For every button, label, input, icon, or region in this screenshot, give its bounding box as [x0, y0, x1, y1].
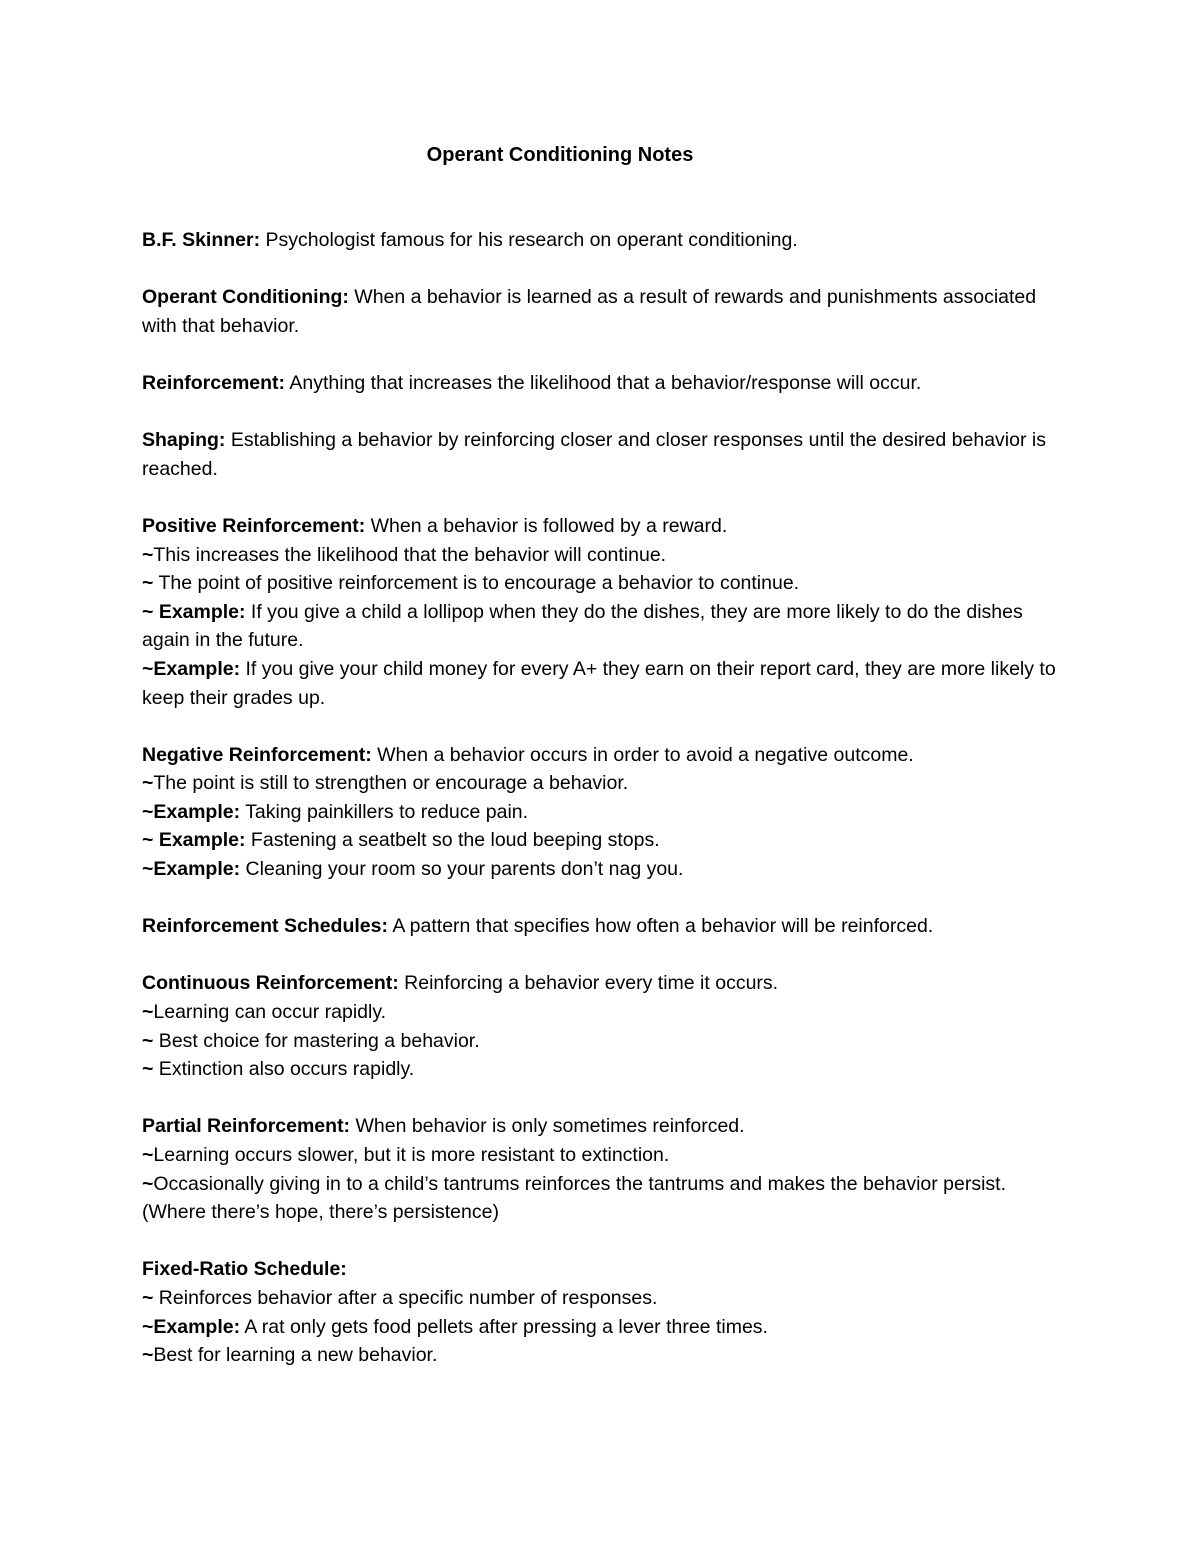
tilde-marker: ~	[142, 772, 154, 795]
line-text: Cleaning your room so your parents don’t nag you.	[240, 858, 684, 881]
bullet-line	[142, 598, 1062, 655]
term-label: Operant Conditioning:	[142, 286, 349, 309]
tilde-marker: ~	[142, 600, 159, 623]
line-text: The point of positive reinforcement is to encourage a behavior to continue.	[153, 572, 800, 595]
bullet-line	[142, 1284, 1062, 1313]
example-label: Example:	[153, 800, 241, 823]
bullet-line	[142, 541, 1062, 570]
example-label: Example:	[158, 600, 246, 623]
tilde-marker: ~	[142, 1286, 154, 1309]
example-label: Example:	[153, 1315, 241, 1338]
line-text: Best for learning a new behavior.	[153, 1344, 438, 1367]
definition-line	[142, 969, 1062, 998]
line-text: Reinforcing a behavior every time it occurs.	[398, 972, 779, 995]
bullet-line	[142, 1170, 1062, 1227]
tilde-marker: ~	[142, 1001, 154, 1024]
tilde-marker: ~	[142, 1058, 154, 1081]
line-text: If you give your child money for every A+ they earn on their report card, they are more likely to keep their grades up.	[142, 657, 1062, 709]
bullet-line	[142, 1055, 1062, 1084]
tilde-marker: ~	[142, 858, 154, 881]
term-label: Partial Reinforcement:	[142, 1115, 351, 1138]
line-text: Establishing a behavior by reinforcing closer and closer responses until the desired behavior is reached.	[142, 429, 1052, 480]
line-text: When a behavior is learned as a result of rewards and punishments associated with that behavior.	[142, 286, 1042, 337]
bullet-line	[142, 826, 1062, 855]
bullet-line	[142, 1313, 1062, 1342]
line-text: When a behavior occurs in order to avoid a negative outcome.	[371, 743, 914, 766]
line-text: Learning occurs slower, but it is more resistant to extinction.	[153, 1144, 670, 1166]
definition-line	[142, 426, 1062, 483]
line-text: This increases the likelihood that the behavior will continue.	[153, 543, 667, 566]
term-label: Shaping:	[142, 429, 226, 452]
tilde-marker: ~	[142, 572, 154, 595]
tilde-marker: ~	[142, 1172, 154, 1195]
note-section	[142, 969, 1062, 1083]
term-label: Positive Reinforcement:	[142, 514, 366, 537]
bullet-line	[142, 1341, 1062, 1370]
term-label: Reinforcement Schedules:	[142, 915, 388, 938]
note-section	[142, 741, 1062, 884]
page-title: Operant Conditioning Notes	[426, 144, 694, 166]
definition-line	[142, 283, 1062, 340]
bullet-line	[142, 655, 1062, 712]
definition-line	[142, 912, 1062, 941]
term-label: Reinforcement:	[142, 371, 286, 394]
tilde-marker: ~	[142, 1315, 154, 1338]
bullet-line	[142, 569, 1062, 598]
note-section	[142, 912, 1062, 941]
tilde-marker: ~	[142, 543, 154, 566]
term-label: Continuous Reinforcement:	[142, 972, 399, 995]
line-text: Reinforces behavior after a specific number of responses.	[153, 1286, 658, 1309]
line-text: If you give a child a lollipop when they do the dishes, they are more likely to do the dishes again in the future.	[142, 600, 1029, 652]
bullet-line	[142, 769, 1062, 798]
definition-line	[142, 1255, 1062, 1284]
tilde-marker: ~	[142, 1029, 154, 1052]
example-label: Example:	[153, 657, 241, 680]
tilde-marker: ~	[142, 657, 154, 680]
note-section	[142, 426, 1062, 483]
line-text: The point is still to strengthen or encourage a behavior.	[153, 772, 629, 795]
example-label: Example:	[158, 829, 246, 852]
line-text: When a behavior is followed by a reward.	[365, 514, 728, 537]
line-text: Occasionally giving in to a child’s tantrums reinforces the tantrums and makes the behavior persist. (Where there’s hope, there’s persistence)	[142, 1172, 1012, 1224]
note-section	[142, 369, 1062, 398]
bullet-line	[142, 1027, 1062, 1056]
bullet-line	[142, 998, 1062, 1027]
definition-line	[142, 226, 1062, 255]
tilde-marker: ~	[142, 829, 159, 852]
example-label: Example:	[153, 858, 241, 881]
tilde-marker: ~	[142, 1344, 154, 1367]
term-label: B.F. Skinner:	[142, 229, 261, 251]
line-text: A rat only gets food pellets after pressing a lever three times.	[240, 1315, 768, 1338]
tilde-marker: ~	[142, 1144, 154, 1166]
definition-line	[142, 741, 1062, 770]
line-text: Fastening a seatbelt so the loud beeping stops.	[245, 829, 660, 852]
line-text: Best choice for mastering a behavior.	[153, 1029, 480, 1052]
definition-line	[142, 512, 1062, 541]
note-section	[142, 512, 1062, 712]
definition-line	[142, 369, 1062, 398]
note-section	[142, 226, 1062, 255]
line-text: Psychologist famous for his research on operant conditioning.	[260, 229, 798, 251]
line-text: A pattern that specifies how often a behavior will be reinforced.	[387, 915, 934, 938]
bullet-line	[142, 798, 1062, 827]
note-section	[142, 283, 1062, 340]
term-label: Negative Reinforcement:	[142, 743, 372, 766]
notes-body	[142, 226, 1062, 1398]
tilde-marker: ~	[142, 800, 154, 823]
line-text: Learning can occur rapidly.	[153, 1001, 387, 1024]
definition-line	[142, 1112, 1062, 1141]
note-section	[142, 1112, 1062, 1226]
term-label: Fixed-Ratio Schedule:	[142, 1258, 347, 1281]
line-text: Anything that increases the likelihood that a behavior/response will occur.	[285, 371, 922, 394]
line-text: Taking painkillers to reduce pain.	[240, 800, 529, 823]
bullet-line	[142, 1141, 1062, 1170]
bullet-line	[142, 855, 1062, 884]
note-section	[142, 1255, 1062, 1369]
line-text: Extinction also occurs rapidly.	[153, 1058, 415, 1081]
line-text: When behavior is only sometimes reinforced.	[350, 1115, 745, 1138]
